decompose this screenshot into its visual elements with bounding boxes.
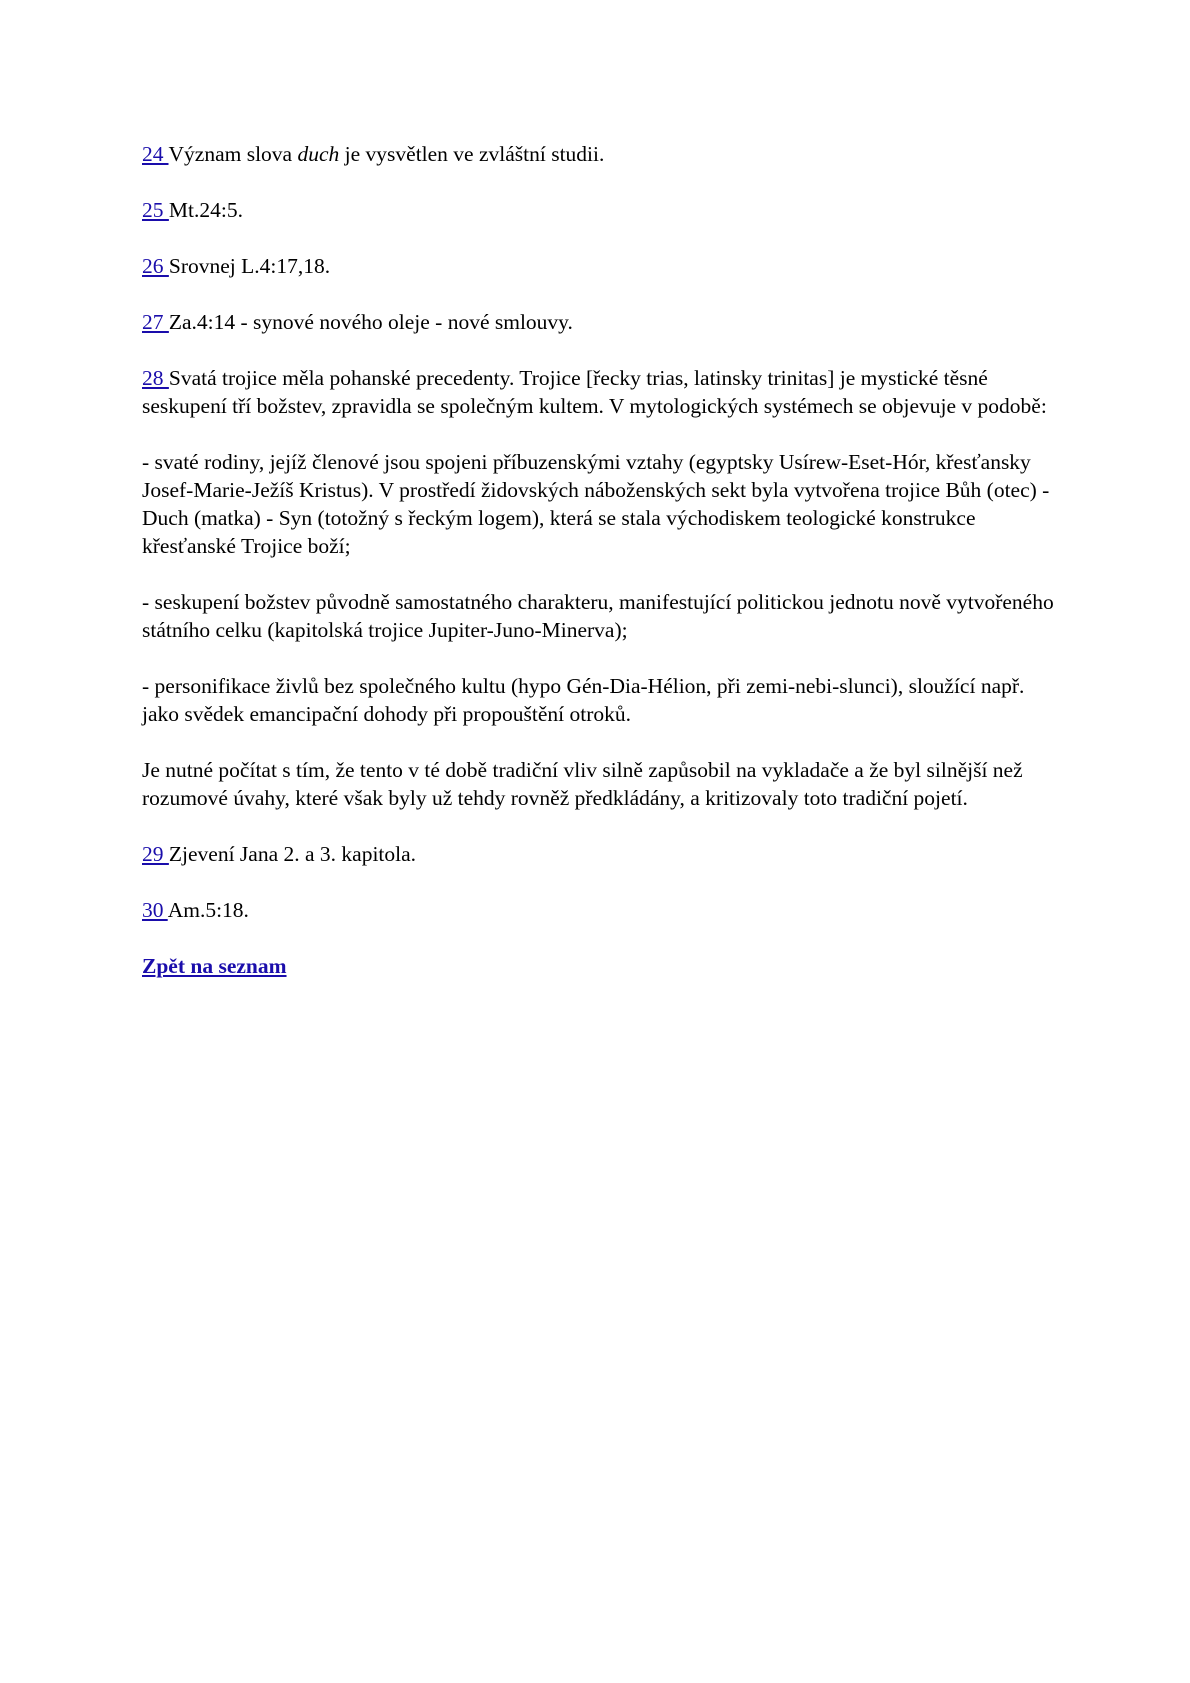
footnote-25-text: Mt.24:5.: [168, 198, 243, 222]
footnote-27-text: Za.4:14 - synové nového oleje - nové smlouvy.: [168, 310, 573, 334]
footnote-24-text-before: Význam slova: [168, 142, 298, 166]
footnote-26-link[interactable]: 26: [142, 254, 169, 278]
footnote-30-link[interactable]: 30: [142, 898, 168, 922]
footnote-28-paragraph-political: - seskupení božstev původně samostatného charakteru, manifestující politickou jednotu nově vytvořeného státního celku (kapitolská trojice Jupiter-Juno-Minerva);: [142, 590, 1054, 642]
footnote-28-paragraph-conclusion: Je nutné počítat s tím, že tento v té době tradiční vliv silně zapůsobil na vykladače a že byl silnější než rozumové úvahy, které však byly už tehdy rovněž předkládány, a kritizovaly toto tradiční pojetí.: [142, 758, 1023, 810]
footnote-24-text-after: je vysvětlen ve zvláštní studii.: [339, 142, 605, 166]
footnote-25-link[interactable]: 25: [142, 198, 169, 222]
footnote-26-text: Srovnej L.4:17,18.: [168, 254, 331, 278]
footnote-30: [142, 896, 1057, 924]
footnote-24-emphasis: duch: [297, 142, 340, 166]
back-link-paragraph: [142, 952, 1057, 980]
back-to-list-link[interactable]: Zpět na seznam: [142, 954, 287, 978]
footnote-28-text: Svatá trojice měla pohanské precedenty. Trojice [řecky trias, latinsky trinitas] je mystické těsné seskupení tří božstev, zpravidla se společným kultem. V mytologických systémech se objevuje v podobě:: [142, 366, 1047, 418]
footnote-24: [142, 140, 1057, 168]
footnote-28-paragraph-elements: - personifikace živlů bez společného kultu (hypo Gén-Dia-Hélion, při zemi-nebi-slunci), sloužící např. jako svědek emancipační dohody při propouštění otroků.: [142, 674, 1025, 726]
footnote-24-link[interactable]: 24: [142, 142, 169, 166]
footnote-26: [142, 252, 1057, 280]
footnote-30-text: Am.5:18.: [167, 898, 249, 922]
footnote-29: [142, 840, 1057, 868]
footnote-25: [142, 196, 1057, 224]
footnote-27-link[interactable]: 27: [142, 310, 169, 334]
document-page: [142, 140, 1057, 1008]
footnote-28-link[interactable]: 28: [142, 366, 169, 390]
footnote-29-link[interactable]: 29: [142, 842, 169, 866]
footnote-27: [142, 308, 1057, 336]
footnote-28: [142, 364, 1057, 420]
footnote-29-text: Zjevení Jana 2. a 3. kapitola.: [168, 842, 417, 866]
footnote-28-paragraph-family: - svaté rodiny, jejíž členové jsou spojeni příbuzenskými vztahy (egyptsky Usírew-Eset-Hór, křesťansky Josef-Marie-Ježíš Kristus). V prostředí židovských náboženských sekt byla vytvořena trojice Bůh (otec) - Duch (matka) - Syn (totožný s řeckým logem), která se stala východiskem teologické konstrukce křesťanské Trojice boží;: [142, 450, 1050, 558]
